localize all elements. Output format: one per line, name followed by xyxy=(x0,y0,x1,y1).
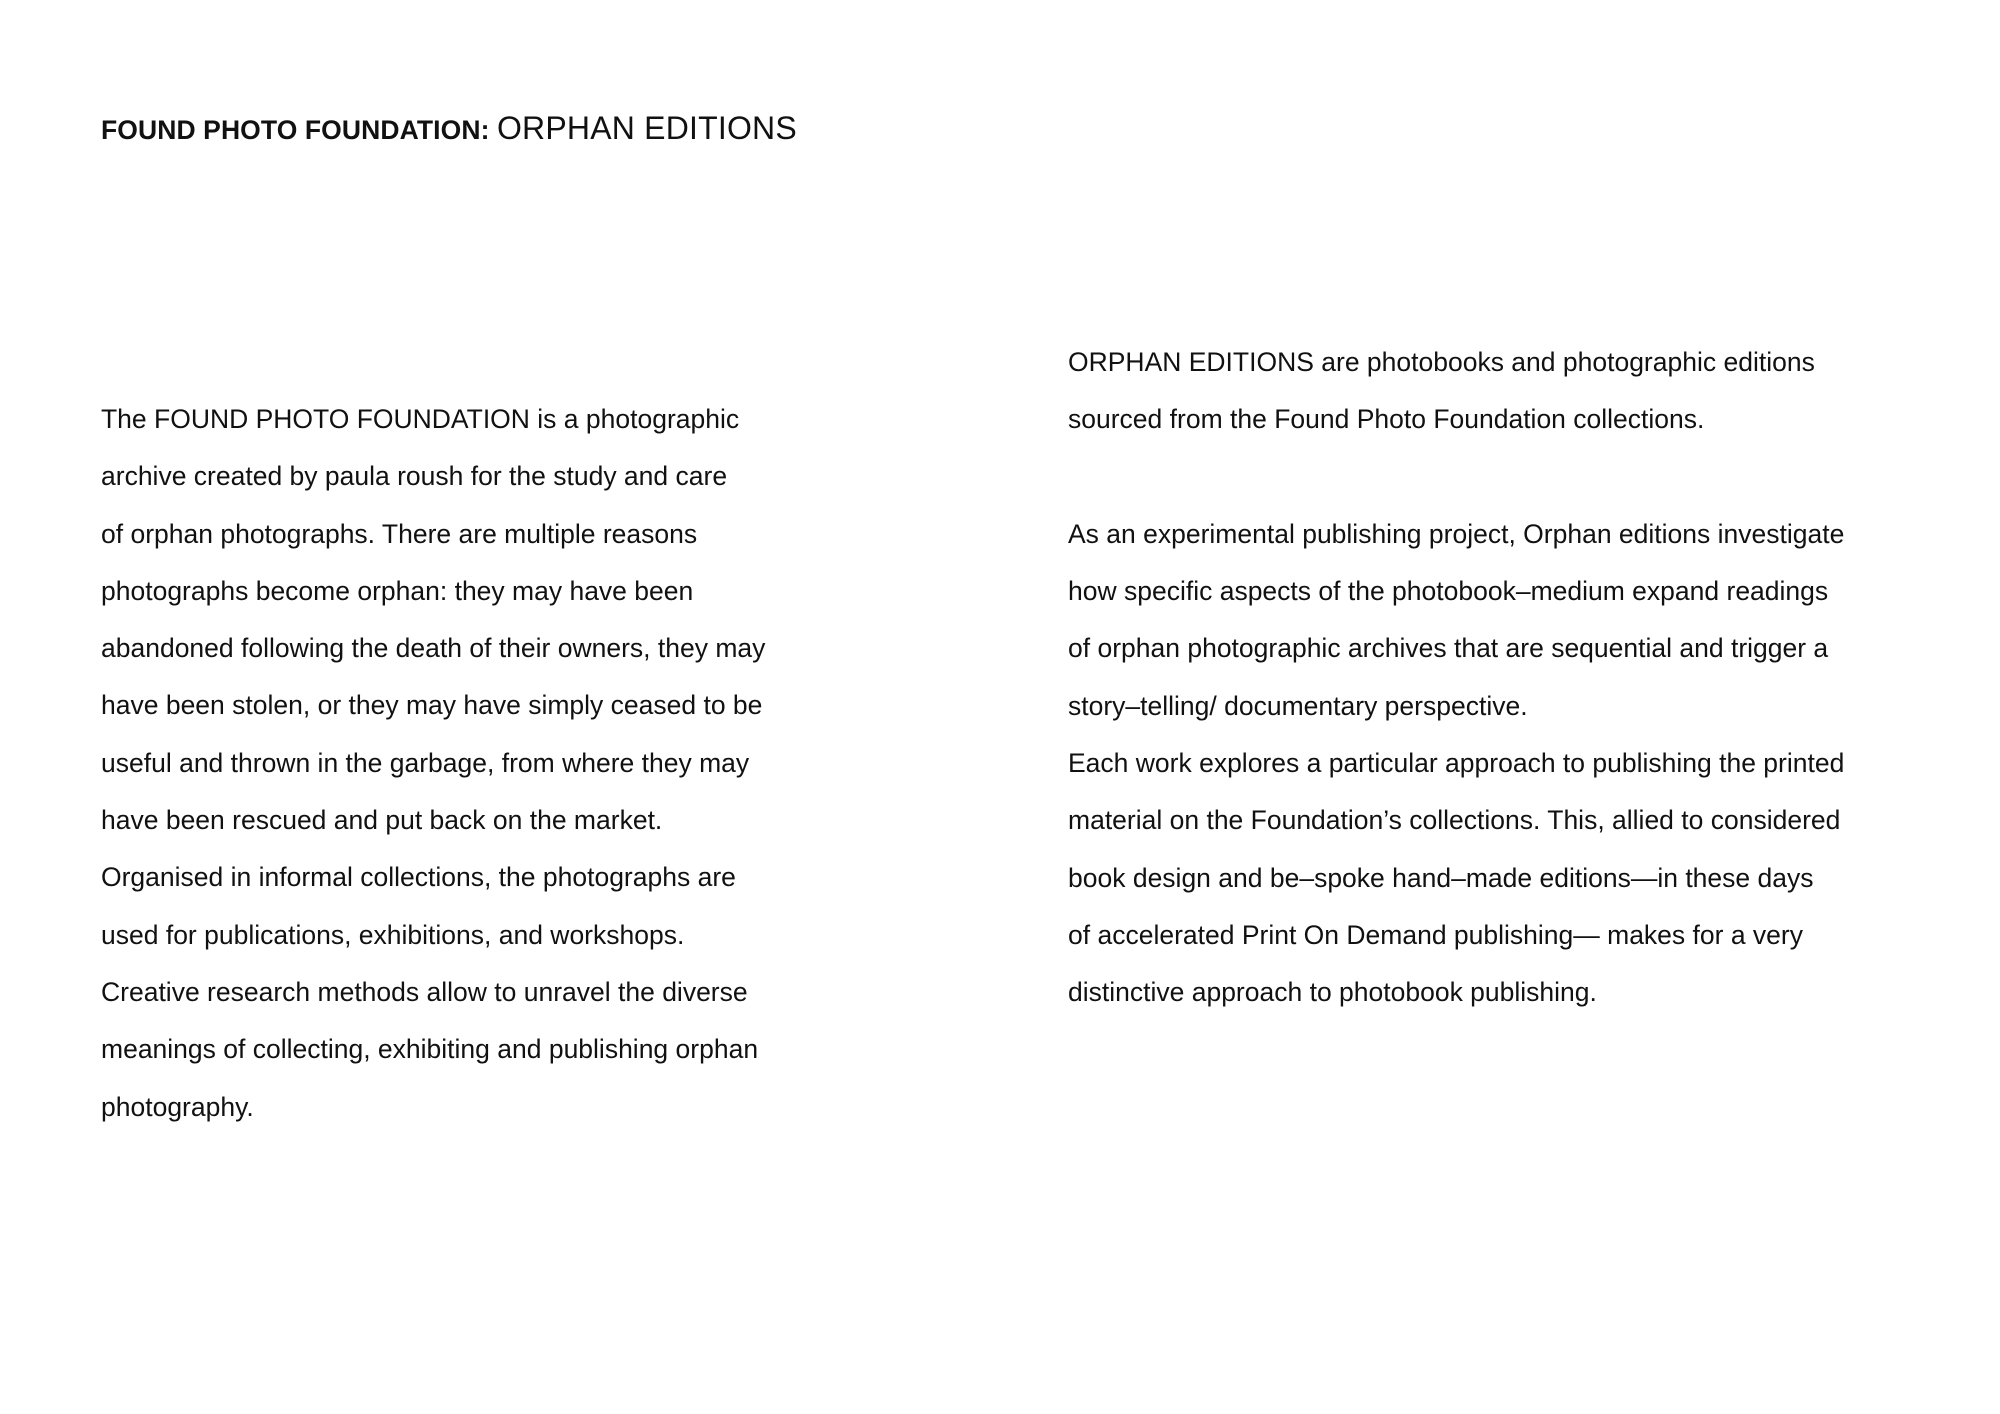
paragraph-line: The FOUND PHOTO FOUNDATION is a photographic xyxy=(101,404,740,434)
paragraph-line: used for publications, exhibitions, and workshops. xyxy=(101,919,685,950)
paragraph-spacer xyxy=(1068,449,1968,506)
paragraph-line: story–telling/ documentary perspective. xyxy=(1068,690,1528,721)
paragraph-line: book design and be–spoke hand–made editions—in these days xyxy=(1068,862,1814,893)
paragraph-line: have been rescued and put back on the market. xyxy=(101,805,663,836)
paragraph-line: sourced from the Found Photo Foundation collections. xyxy=(1068,404,1705,435)
paragraph-line: distinctive approach to photobook publishing. xyxy=(1068,977,1597,1008)
paragraph-line: of orphan photographs. There are multiple reasons xyxy=(101,518,698,549)
paragraph-line: archive created by paula roush for the study and care xyxy=(101,461,728,492)
left-column-paragraph xyxy=(101,391,861,1136)
paragraph-line: how specific aspects of the photobook–medium expand readings xyxy=(1068,576,1829,607)
paragraph-line: meanings of collecting, exhibiting and publishing orphan xyxy=(101,1034,759,1065)
paragraph-line: photographs become orphan: they may have been xyxy=(101,575,694,606)
paragraph-line: of orphan photographic archives that are sequential and trigger a xyxy=(1068,633,1829,664)
project-paragraph xyxy=(1068,506,1968,1022)
paragraph-line: material on the Foundation’s collections. This, allied to considered xyxy=(1068,805,1841,836)
intro-paragraph xyxy=(1068,334,1968,449)
title-foundation: FOUND PHOTO FOUNDATION: xyxy=(101,115,497,145)
paragraph-line: Creative research methods allow to unravel the diverse xyxy=(101,976,748,1007)
paragraph-line: photography. xyxy=(101,1091,254,1122)
paragraph-line: abandoned following the death of their owners, they may xyxy=(101,633,766,664)
title-orphan-editions: ORPHAN EDITIONS xyxy=(496,110,797,146)
paragraph-line: have been stolen, or they may have simply ceased to be xyxy=(101,690,763,721)
page-title xyxy=(101,110,797,147)
paragraph-line: Each work explores a particular approach to publishing the printed xyxy=(1068,748,1845,779)
paragraph-line: ORPHAN EDITIONS are photobooks and photographic editions xyxy=(1068,347,1815,377)
right-column-text xyxy=(1068,334,1968,1022)
paragraph-line: useful and thrown in the garbage, from where they may xyxy=(101,747,750,778)
paragraph-line: As an experimental publishing project, Orphan editions investigate xyxy=(1068,518,1845,549)
paragraph-line: of accelerated Print On Demand publishing— makes for a very xyxy=(1068,919,1803,950)
paragraph-line: Organised in informal collections, the photographs are xyxy=(101,862,736,893)
